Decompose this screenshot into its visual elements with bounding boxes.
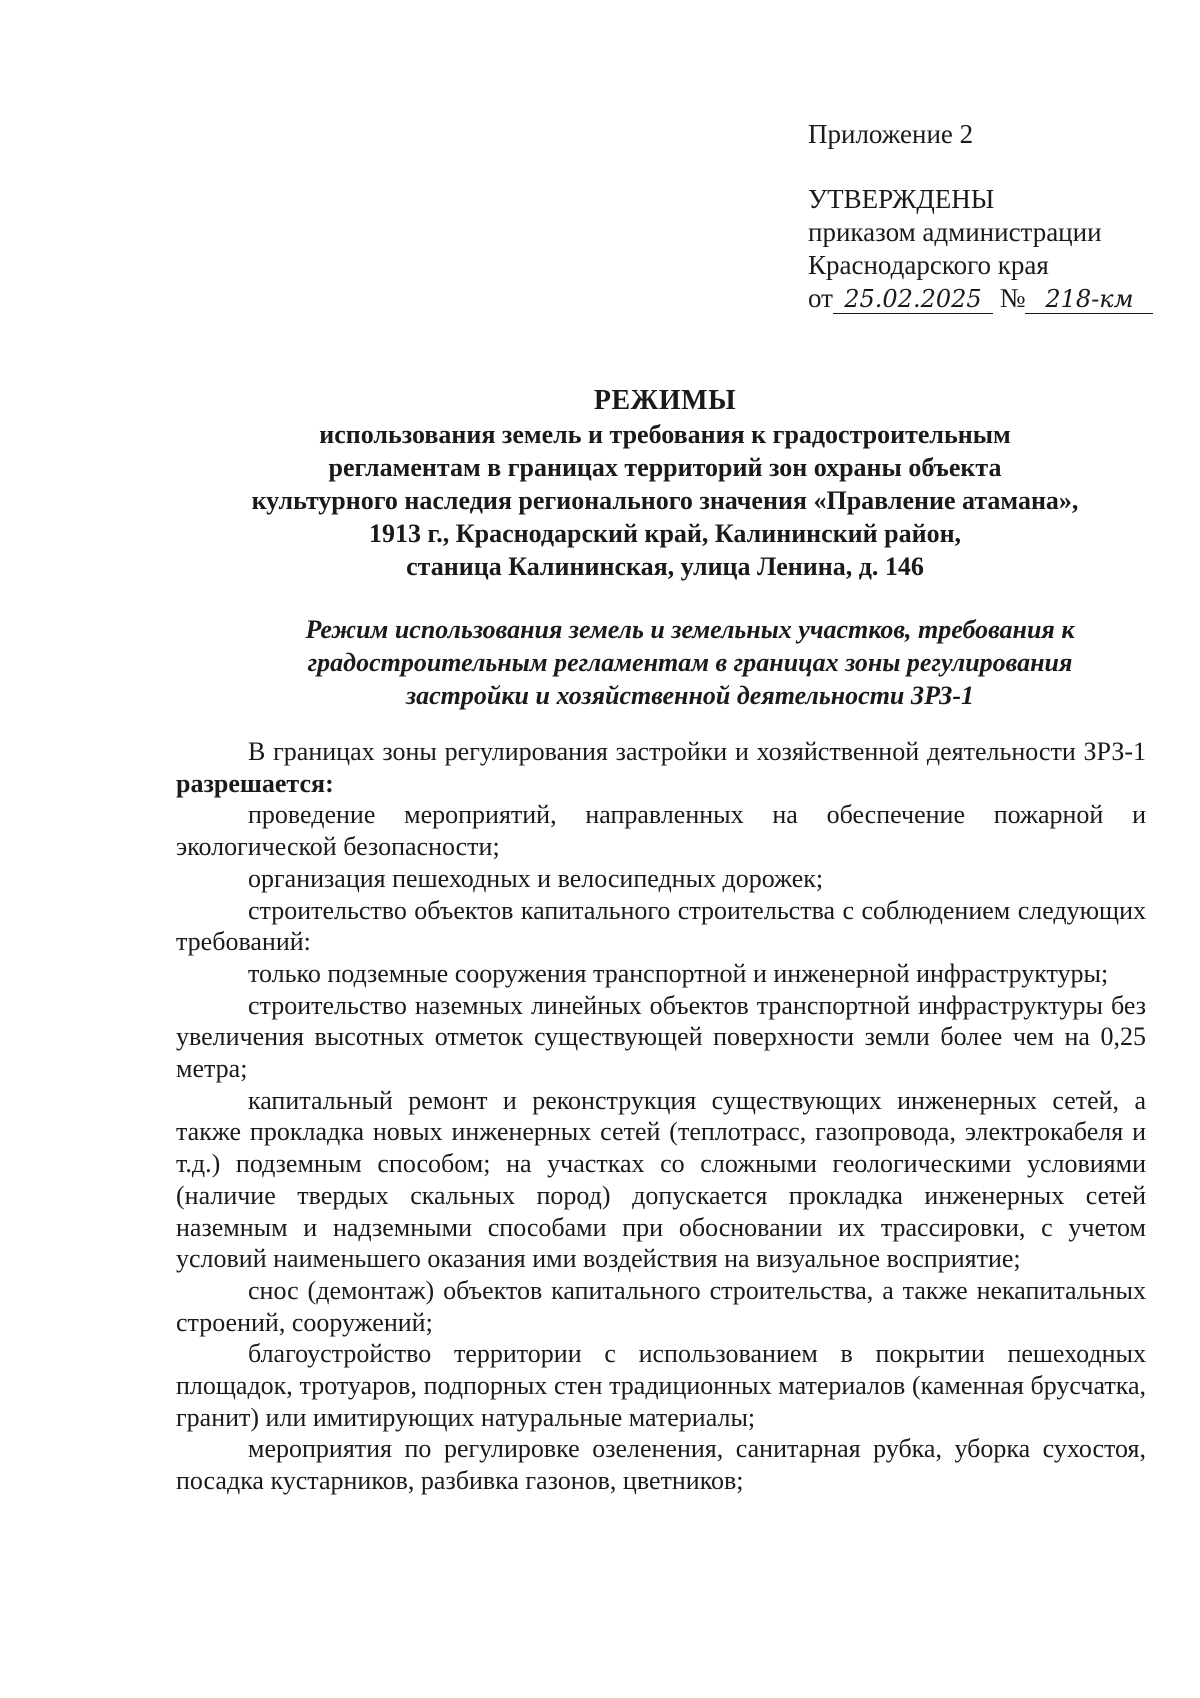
handwritten-number: 218-км [1025, 285, 1153, 314]
paragraph: благоустройство территории с использованием в покрытии пешеходных площадок, тротуаров, подпорных стен традиционных материалов (каменная брусчатка, гранит) или имитирующих натуральные материалы; [176, 1339, 1146, 1432]
approval-block [808, 118, 1153, 315]
section-heading-line: застройки и хозяйственной деятельности ЗРЗ-1 [405, 681, 975, 710]
approved-by-line-1: приказом администрации [808, 217, 1102, 247]
handwritten-date: 25.02.2025 [833, 285, 993, 314]
section-heading-line: Режим использования земель и земельных участков, требования к [305, 615, 1075, 644]
intro-paragraph [176, 736, 1146, 799]
approved-by-line-2: Краснодарского края [808, 250, 1049, 280]
title-line: регламентам в границах территорий зон охраны объекта [328, 453, 1002, 482]
paragraph: организация пешеходных и велосипедных дорожек; [248, 863, 824, 893]
paragraph: снос (демонтаж) объектов капитального строительства, а также некапитальных строений, сооружений; [176, 1275, 1146, 1337]
title-line: 1913 г., Краснодарский край, Калининский район, [368, 519, 962, 548]
intro-text: В границах зоны регулирования застройки и хозяйственной деятельности ЗРЗ-1 [248, 737, 1146, 766]
intro-bold-text: разрешается: [176, 768, 334, 798]
paragraph: только подземные сооружения транспортной и инженерной инфраструктуры; [248, 958, 1109, 988]
paragraph: строительство объектов капитального строительства с соблюдением следующих требований: [176, 895, 1146, 957]
paragraph: капитальный ремонт и реконструкция существующих инженерных сетей, а также прокладка новых инженерных сетей (теплотрасс, газопровода, электрокабеля и т.д.) подземным способом; на участках со сложными геологическими условиями (наличие твердых скальных пород) допускается прокладка инженерных сетей наземным и надземными способами при обосновании их трассировки, с учетом условий наименьшего оказания ими воздействия на визуальное восприятие; [176, 1085, 1146, 1274]
appendix-label: Приложение 2 [808, 119, 974, 149]
body-text [176, 736, 1146, 1497]
approved-label: УТВЕРЖДЕНЫ [808, 184, 995, 214]
section-heading-line: градостроительным регламентам в границах зоны регулирования [307, 648, 1073, 677]
title-line: использования земель и требования к градостроительным [319, 420, 1011, 449]
number-prefix: № [999, 283, 1026, 313]
paragraph: проведение мероприятий, направленных на обеспечение пожарной и экологической безопасности; [176, 800, 1146, 862]
title-line: культурного наследия регионального значения «Правление атамана», [251, 486, 1079, 515]
date-prefix: от [808, 283, 833, 313]
title-line: станица Калининская, улица Ленина, д. 146 [406, 552, 924, 581]
section-heading [240, 613, 1140, 712]
paragraph: мероприятия по регулировке озеленения, санитарная рубка, уборка сухостоя, посадка кустарников, разбивка газонов, цветников; [176, 1434, 1146, 1496]
document-title-block [180, 384, 1150, 583]
date-number-row [808, 282, 1153, 315]
paragraph: строительство наземных линейных объектов транспортной инфраструктуры без увеличения высотных отметок существующей поверхности земли более чем на 0,25 метра; [176, 990, 1146, 1084]
document-title: РЕЖИМЫ [593, 385, 737, 416]
